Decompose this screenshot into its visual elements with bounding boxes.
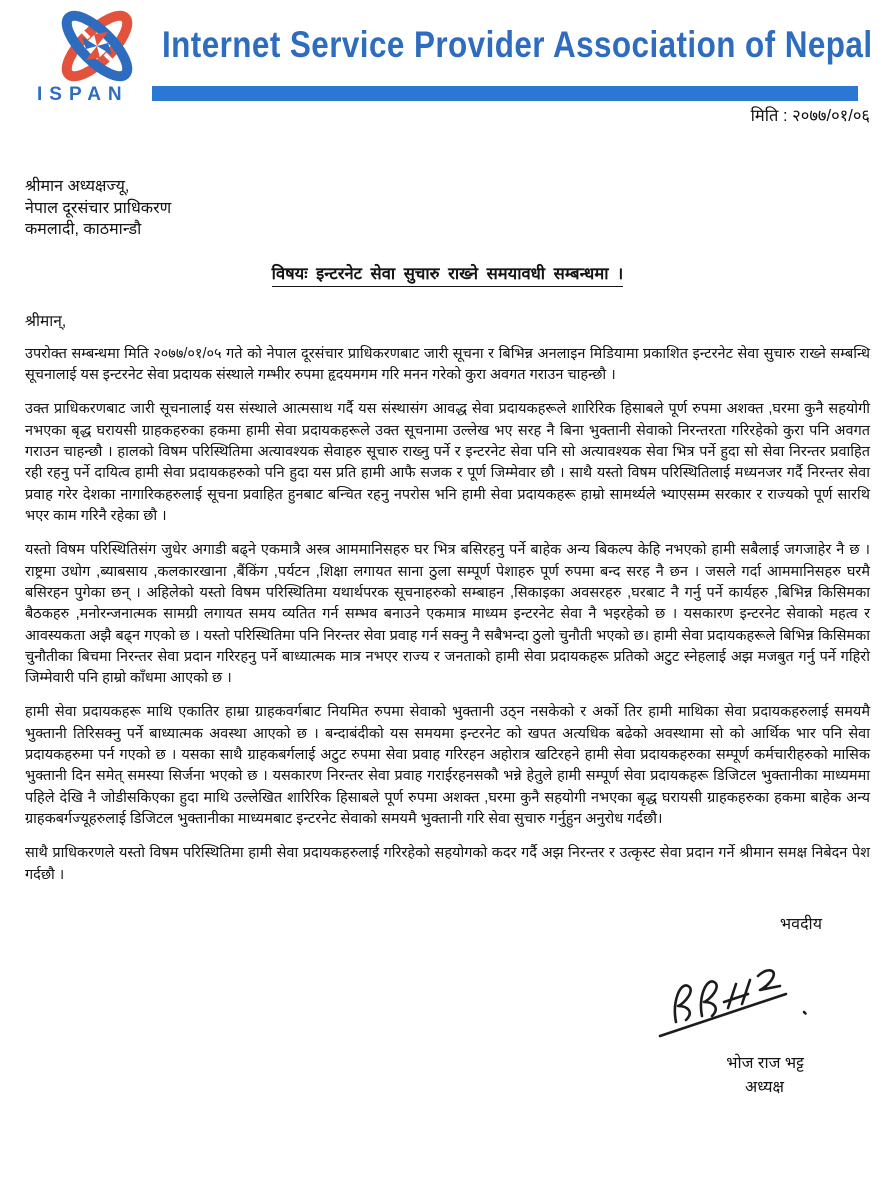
org-title: Internet Service Provider Association of Nepal bbox=[162, 24, 873, 65]
paragraph-3: यस्तो विषम परिस्थितिसंग जुधेर अगाडी बढ्ने एकमात्रै अस्त्र आममानिसहरु घर भित्र बसिरहनु पर्ने बाहेक अन्य बिकल्प केहि नभएको हामी सबैलाई जगजाहेर नै छ । राष्ट्रमा उधोग ,ब्याबसाय ,कलकारखाना ,बैंकिंग ,पर्यटन ,शिक्षा लगायत साना ठुला सम्पूर्ण पेशाहरु पूर्ण रुपमा बन्द सरह नै छन । जसले गर्दा आममानिसहरु घरमै बसिरहन पुगेका छन् । अहिलेको यस्तो विषम परिस्थितिमा यथार्थपरक सूचनाहरुको सम्बाहन ,सिकाइका अवसरहरु ,घरबाट नै गर्नु पर्ने कार्यहरु ,बिभिन्न किसिमका बैठकहरु ,मनोरन्जनात्मक सामग्री लगायत समय व्यतित गर्न सम्भव बनाउने एकमात्र माध्यम इन्टरनेट सेवा नै भइरहेको छ । यसकारण इन्टरनेट सेवाको महत्व र आवस्यकता अझै बढ्न गएको छ । यस्तो परिस्थितिमा पनि निरन्तर सेवा प्रवाह गर्न सक्नु नै सबैभन्दा ठुलो चुनौती भएको छ। हामी सेवा प्रदायकहरूले बिभिन्न किसिमका चुनौतीका बिचमा निरन्तर सेवा प्रदान गरिरहनु पर्ने बाध्यात्मक मात्र नभएर राज्य र जनताको हामी सेवा प्रदायकहरू प्रतिको अटुट स्नेहलाई अझ मजबुत गर्नु पर्ने गहिरो जिम्मेवारी पनि हाम्रो काँधमा आएको छ । bbox=[25, 542, 870, 687]
ispan-logo-icon bbox=[34, 6, 160, 86]
signatory-title: अध्यक्ष bbox=[745, 1078, 784, 1096]
ispan-acronym: ISPAN bbox=[37, 84, 129, 105]
valediction: भवदीय bbox=[779, 915, 822, 933]
recipient-line-1: श्रीमान अध्यक्षज्यू, bbox=[25, 178, 130, 195]
recipient-line-2: नेपाल दूरसंचार प्राधिकरण bbox=[25, 199, 172, 217]
header-divider-bar bbox=[152, 86, 858, 101]
signature-block bbox=[25, 956, 870, 1097]
letter-body bbox=[25, 176, 870, 1097]
signature-icon bbox=[654, 956, 844, 1044]
salutation: श्रीमान्, bbox=[25, 312, 67, 330]
paragraph-1: उपरोक्त सम्बन्धमा मिति २०७७/०१/०५ गते को नेपाल दूरसंचार प्राधिकरणबाट जारी सूचना र बिभिन्न अनलाइन मिडियामा प्रकाशित इन्टरनेट सेवा सुचारु राख्ने सम्बन्धि सूचनालाई यस इन्टरनेट सेवा प्रदायक संस्थाले गम्भीर रुपमा हृदयमगम गरि मनन गरेको कुरा अवगत गराउन चाहन्छौ । bbox=[25, 345, 870, 384]
signatory-name: भोज राज भट्ट bbox=[726, 1054, 804, 1072]
paragraph-4: हामी सेवा प्रदायकहरू माथि एकातिर हाम्रा ग्राहकवर्गबाट नियमित रुपमा सेवाको भुक्तानी उठ्न नसकेको र अर्को तिर हामी माथिका सेवा प्रदायकहरुलाई समयमै भुक्तानी तिरिसक्नु पर्ने बाध्यात्मक अवस्था आएको छ । बन्दाबंदीको यस समयमा इन्टरनेट को खपत अत्यधिक बढेको अवस्थामा सो को आर्थिक भार पनि सेवा प्रदायकहरुमा पर्न गएको छ । यसका साथै ग्राहकबर्गलाई अटुट रुपमा सेवा प्रवाह गरिरहन अहोरात्र खटिरहने हामी सेवा प्रदायकहरुका सम्पूर्ण कर्मचारीहरुको मासिक भुक्तानी दिन समेत् समस्या सिर्जना भएको छ । यसकारण निरन्तर सेवा प्रवाह गराईरहनसकौ भन्ने हेतुले हामी सम्पूर्ण सेवा प्रदायकहरू डिजिटल भुक्तानीका माध्यममा पहिले देखि नै जोडीसकिएका हुदा माथि उल्लेखित शारिरिक हिसाबले पूर्ण रुपमा अशक्त ,घरमा कुनै सहयोगी नभएका बृद्ध घरायसी ग्राहकहरुका हकमा बाहेक अन्य ग्राहकबर्गज्यूहरुलाई डिजिटल भुक्तानीका माध्यमबाट इन्टरनेट सेवाको समयमै भुक्तानी गरि सेवा सुचारु गर्नुहुन अनुरोध गर्दछौ। bbox=[25, 704, 871, 828]
paragraph-5: साथै प्राधिकरणले यस्तो विषम परिस्थितिमा हामी सेवा प्रदायकहरुलाई गरिरहेको सहयोगको कदर गर्दै अझ निरन्तर र उत्कृस्ट सेवा प्रदान गर्ने श्रीमान समक्ष निबेदन पेश गर्दछौ । bbox=[25, 845, 870, 883]
recipient-block bbox=[25, 176, 870, 241]
subject-line: विषयः इन्टरनेट सेवा सुचारु राख्ने समयावधी सम्बन्धमा । bbox=[272, 261, 624, 287]
subject-row bbox=[25, 261, 870, 287]
paragraph-2: उक्त प्राधिकरणबाट जारी सूचनालाई यस संस्थाले आत्मसाथ गर्दै यस संस्थासंग आवद्ध सेवा प्रदायकहरूले शारिरिक हिसाबले पूर्ण रुपमा अशक्त ,घरमा कुनै सहयोगी नभएका बृद्ध घरायसी ग्राहकहरुका हकमा हामी सेवा प्रदायकहरूले उक्त सूचनामा उल्लेख भए सरह नै बिना भुक्तानी सेवाको निरन्तरता गरिरहेको कुरा पनि अवगत गराउन चाहन्छौ । हालको विषम परिस्थितिमा अत्यावश्यक सेवाहरु सूचारु राख्नु पर्ने र इन्टरनेट सेवा पनि सो अत्यावश्यक सेवा भित्र पर्ने हुदा सो सेवा निरन्तर प्रवाहित रही रहनु पर्ने दायित्व हामी सेवा प्रदायकहरुको पनि हुदा यस प्रति हामी आफै सजक र पूर्ण जिम्मेवार छौ । साथै यस्तो विषम परिस्थितिलाई मध्यनजर गर्दै निरन्तर सेवा प्रवाह गरेर देशका नागारिकहरुलाई सूचना प्रवाहित हुनबाट बन्चित रहनु नपरोस भनि हामी सेवा प्रदायकहरू हाम्रो सामर्थ्यले भ्याएसम्म सरकार र राज्यको पूर्ण सारथि भएर काम गरिनै रहेका छौ । bbox=[25, 401, 870, 524]
letter-date: मिति : २०७७/०१/०६ bbox=[750, 107, 870, 125]
recipient-line-3: कमलादी, काठमान्डौ bbox=[25, 221, 142, 239]
